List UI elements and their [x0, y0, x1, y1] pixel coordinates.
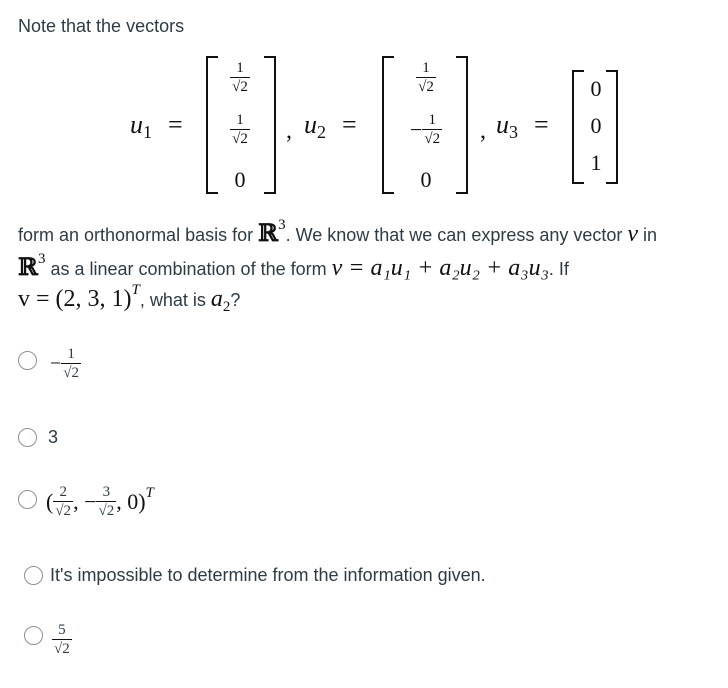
u2-label: u2 — [304, 110, 326, 142]
u3-entry-3: 1 — [590, 150, 602, 175]
u1-entry-2: $\frac{1}{√2}$ — [232, 112, 248, 147]
option-1-label[interactable]: − $\frac{1}{√2}$ — [50, 346, 80, 381]
equals-sign: = — [534, 110, 549, 139]
comma: , — [480, 118, 486, 144]
option-4-radio[interactable] — [24, 566, 43, 585]
option-1-radio[interactable] — [18, 351, 37, 370]
u2-entry-2: − $\frac{1}{√2}$ — [409, 112, 441, 147]
u2-entry-3: 0 — [420, 167, 432, 192]
u3-label: u3 — [496, 110, 518, 142]
option-4-label[interactable]: It's impossible to determine from the information given. — [50, 565, 486, 585]
option-2-radio[interactable] — [18, 428, 37, 447]
u3-entry-1: 0 — [590, 76, 602, 101]
bracket-right — [456, 56, 468, 194]
u1-entry-1: $\frac{1}{√2}$ — [232, 60, 248, 95]
equals-sign: = — [342, 110, 357, 139]
comma: , — [286, 118, 292, 144]
question-line-3: v = (2, 3, 1)$^T$, what is $a_2$? — [18, 282, 241, 315]
u1-label: u1 — [130, 110, 152, 142]
question-intro: Note that the vectors — [18, 16, 185, 36]
question-line-1: form an orthonormal basis for ℝ$^3$. We know that we can express any vector v in — [18, 217, 658, 247]
bracket-left — [382, 56, 394, 194]
option-3-label[interactable]: ( $\frac{2}{√2}$ , − $\frac{3}{√2}$ , 0)$^T$ — [46, 484, 154, 519]
u2-entry-1: $\frac{1}{√2}$ — [418, 60, 434, 95]
u1-entry-3: 0 — [234, 167, 246, 192]
option-3-radio[interactable] — [18, 490, 37, 509]
question-line-2: ℝ$^3$ as a linear combination of the form v = a₁u₁ + a₂u₂ + a₃u₃. If — [18, 251, 569, 281]
option-2-label[interactable]: 3 — [48, 427, 59, 447]
option-5-label[interactable]: $\frac{5}{√2}$ — [54, 622, 70, 657]
u3-entry-2: 0 — [590, 113, 602, 138]
option-5-radio[interactable] — [24, 626, 43, 645]
equals-sign: = — [168, 110, 183, 139]
